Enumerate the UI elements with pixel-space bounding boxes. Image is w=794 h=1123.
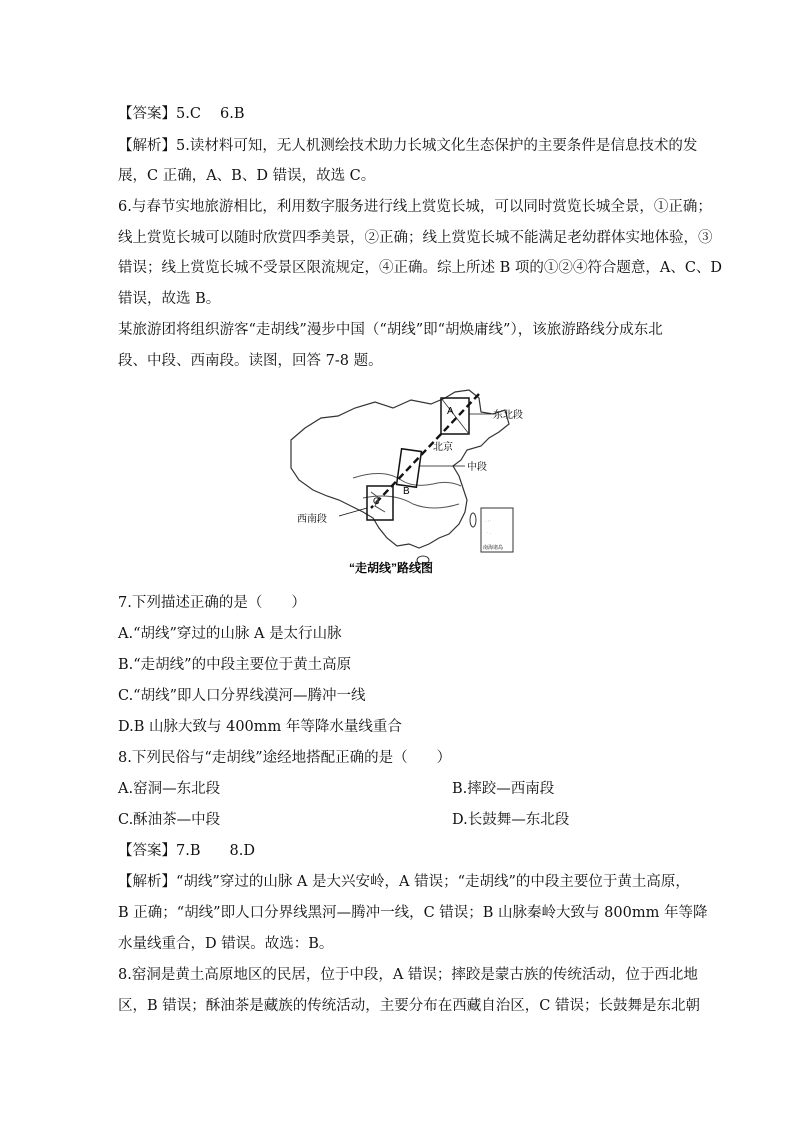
analysis-line-2: 展，C 正确，A、B、D 错误，故选 C。 xyxy=(118,168,376,184)
analysis-line-1: 【解析】5.读材料可知，无人机测绘技术助力长城文化生态保护的主要条件是信息技术的发 xyxy=(118,138,698,154)
analysis-line-6: 错误，故选 B。 xyxy=(118,291,221,307)
answer-line-1: 【答案】5.C 6.B xyxy=(118,106,245,122)
hu-line xyxy=(371,394,479,508)
q8-stem: 8.下列民俗与“走胡线”途经地搭配正确的是（ ） xyxy=(118,750,452,766)
analysis-line-4: 线上赏览长城可以随时欣赏四季美景，②正确；线上赏览长城不能满足老幼群体实地体验，③ xyxy=(118,230,713,246)
label-northeast: 东北段 xyxy=(493,410,523,421)
label-southwest: 西南段 xyxy=(297,514,327,525)
q8-option-d: D.长鼓舞—东北段 xyxy=(452,812,570,828)
q8-option-a: A.窑洞—东北段 xyxy=(118,781,221,797)
route-map-figure xyxy=(283,388,533,578)
analysis2-line-3: 水量线重合，D 错误。故选：B。 xyxy=(118,936,334,952)
q7-option-c: C.“胡线”即人口分界线漠河—腾冲一线 xyxy=(118,688,366,704)
analysis2-line-4: 8.窑洞是黄土高原地区的民居，位于中段，A 错误；摔跤是蒙古族的传统活动，位于西北地 xyxy=(118,967,698,983)
analysis-line-5: 错误；线上赏览长城不受景区限流规定，④正确。综上所述 B 项的①②④符合题意，A、C、D xyxy=(118,260,723,276)
svg-text:· .: · . xyxy=(487,530,491,535)
label-beijing: 北京 xyxy=(433,442,453,453)
q8-option-b: B.摔跤—西南段 xyxy=(452,781,555,797)
label-a: A xyxy=(447,406,454,417)
q7-option-b: B.“走胡线”的中段主要位于黄土高原 xyxy=(118,657,352,673)
answer-line-2: 【答案】7.B 8.D xyxy=(118,843,255,859)
svg-text:. : ·: . : · xyxy=(485,518,492,523)
taiwan-island xyxy=(470,513,476,527)
label-c: C xyxy=(373,496,380,506)
label-inset: 南海诸岛 xyxy=(483,545,504,551)
q8-option-c: C.酥油茶—中段 xyxy=(118,812,221,828)
q7-option-a: A.“胡线”穿过的山脉 A 是太行山脉 xyxy=(118,626,342,642)
label-b: B xyxy=(403,486,410,497)
map-caption: “走胡线”路线图 xyxy=(349,561,434,575)
analysis2-line-5: 区，B 错误；酥油茶是藏族的传统活动，主要分布在西藏自治区，C 错误；长鼓舞是东北朝 xyxy=(118,998,700,1014)
intro-line-2: 段、中段、西南段。读图，回答 7-8 题。 xyxy=(118,353,383,369)
analysis2-line-1: 【解析】“胡线”穿过的山脉 A 是大兴安岭，A 错误；“走胡线”的中段主要位于黄土高原， xyxy=(118,874,690,890)
analysis-line-3: 6.与春节实地旅游相比，利用数字服务进行线上赏览长城，可以同时赏览长城全景，①正确； xyxy=(118,199,712,215)
label-middle: 中段 xyxy=(467,462,487,473)
intro-line-1: 某旅游团将组织游客“走胡线”漫步中国（“胡线”即“胡焕庸线”），该旅游路线分成东北 xyxy=(118,322,663,338)
q7-stem: 7.下列描述正确的是（ ） xyxy=(118,595,306,611)
q7-option-d: D.B 山脉大致与 400mm 年等降水量线重合 xyxy=(118,719,402,735)
analysis2-line-2: B 正确；“胡线”即人口分界线黑河—腾冲一线，C 错误；B 山脉秦岭大致与 800mm 年等降 xyxy=(118,905,708,921)
